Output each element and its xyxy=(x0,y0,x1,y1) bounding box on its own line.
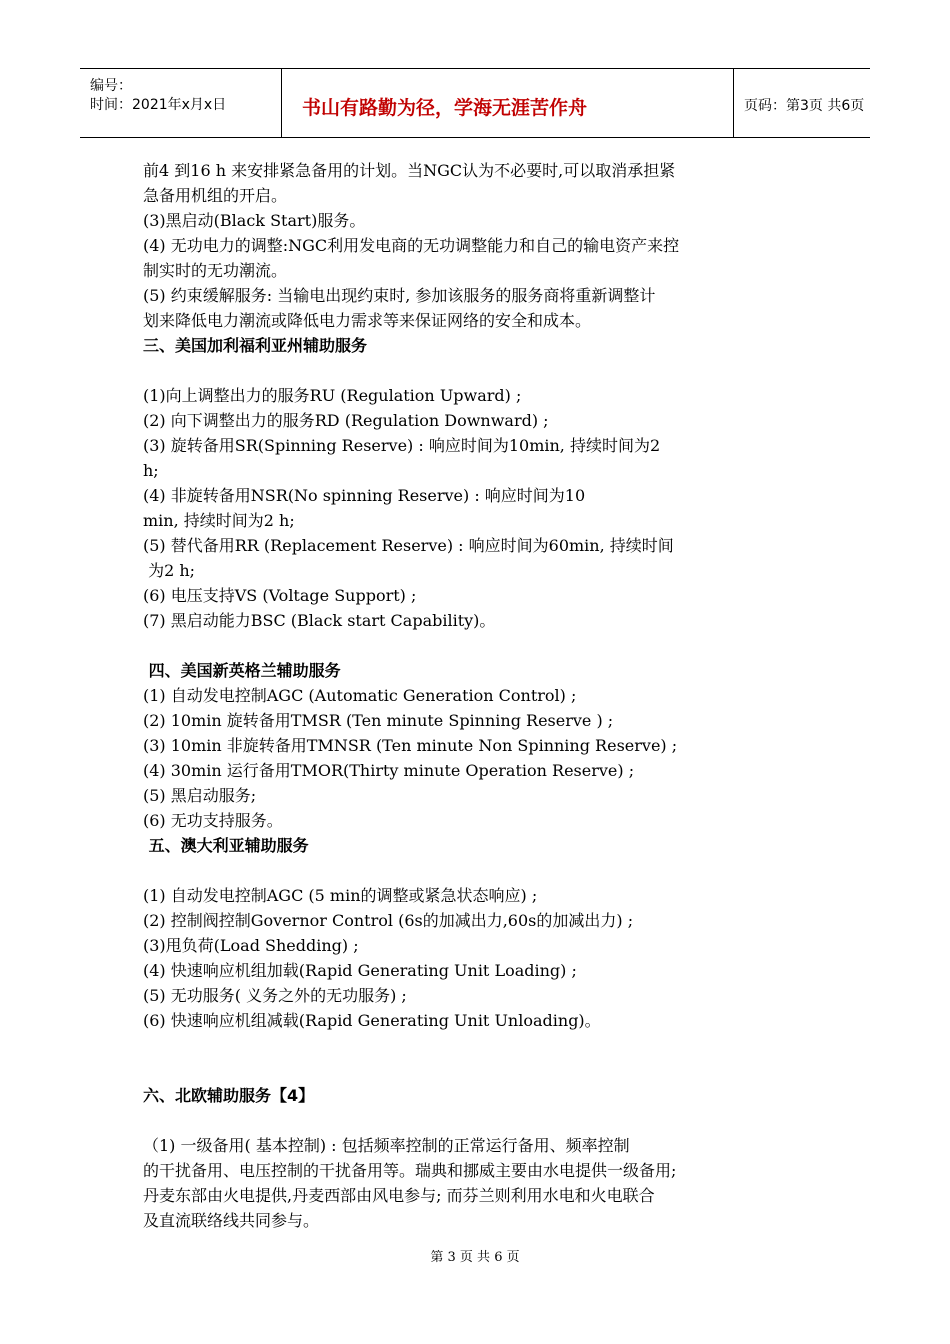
body-text-line: （1) 一级备用( 基本控制) : 包括频率控制的正常运行备用、频率控制 xyxy=(143,1136,630,1155)
section-heading: 四、美国新英格兰辅助服务 xyxy=(143,661,341,680)
document-number-label: 编号： xyxy=(90,78,132,94)
blank-line xyxy=(143,858,833,883)
body-text-line: (2) 10min 旋转备用TMSR (Ten minute Spinning Reserve ) ; xyxy=(143,711,614,730)
body-text-line: 丹麦东部由火电提供,丹麦西部由风电参与; 而芬兰则利用水电和火电联合 xyxy=(143,1186,655,1205)
body-text-line: (3) 旋转备用SR(Spinning Reserve) : 响应时间为10min, 持续时间为2 xyxy=(143,436,661,455)
body-text-line: (4) 快速响应机组加载(Rapid Generating Unit Loading) ; xyxy=(143,961,577,980)
body-text-line: (1) 自动发电控制AGC (5 min的调整或紧急状态响应) ; xyxy=(143,886,538,905)
section-heading: 五、澳大利亚辅助服务 xyxy=(143,836,309,855)
body-text-line: (5) 约束缓解服务: 当输电出现约束时, 参加该服务的服务商将重新调整计 xyxy=(143,286,656,305)
blank-line xyxy=(143,1108,833,1133)
blank-line xyxy=(143,1058,833,1083)
section-heading: 六、北欧辅助服务【4】 xyxy=(143,1086,315,1105)
body-text-line: (6) 快速响应机组减载(Rapid Generating Unit Unloading)。 xyxy=(143,1011,601,1030)
body-text-line: (2) 向下调整出力的服务RD (Regulation Downward) ; xyxy=(143,411,549,430)
document-time-label: 时间：2021年x月x日 xyxy=(90,97,227,113)
header-page-label: 页码：第3页 共6页 xyxy=(744,98,865,114)
body-text-line: (1)向上调整出力的服务RU (Regulation Upward) ; xyxy=(143,386,522,405)
body-text-line: (5) 无功服务( 义务之外的无功服务) ; xyxy=(143,986,407,1005)
page-header xyxy=(80,68,870,138)
body-text-line: (3)甩负荷(Load Shedding) ; xyxy=(143,936,359,955)
body-text-line: min, 持续时间为2 h; xyxy=(143,511,295,530)
header-meta-cell xyxy=(80,69,282,137)
body-text-line: 及直流联络线共同参与。 xyxy=(143,1211,320,1230)
blank-line xyxy=(143,1033,833,1058)
body-text-line: (4) 无功电力的调整:NGC利用发电商的无功调整能力和自己的输电资产来控 xyxy=(143,236,680,255)
body-text-line: 的干扰备用、电压控制的干扰备用等。瑞典和挪威主要由水电提供一级备用; xyxy=(143,1161,677,1180)
blank-line xyxy=(143,358,833,383)
header-motto: 书山有路勤为径，学海无涯苦作舟 xyxy=(302,97,588,119)
body-text-line: (6) 无功支持服务。 xyxy=(143,811,283,830)
page-footer: 第 3 页 共 6 页 xyxy=(430,1250,520,1265)
body-text-line: (3)黑启动(Black Start)服务。 xyxy=(143,211,366,230)
body-text-line: (3) 10min 非旋转备用TMNSR (Ten minute Non Spinning Reserve) ; xyxy=(143,736,678,755)
body-text-line: (4) 非旋转备用NSR(No spinning Reserve) : 响应时间为10 xyxy=(143,486,586,505)
document-body xyxy=(143,158,833,1233)
body-text-line: 前4 到16 h 来安排紧急备用的计划。当NGC认为不必要时,可以取消承担紧 xyxy=(143,161,676,180)
body-text-line: (2) 控制阀控制Governor Control (6s的加减出力,60s的加减出力) ; xyxy=(143,911,634,930)
body-text-line: 为2 h; xyxy=(143,561,196,580)
body-text-line: 划来降低电力潮流或降低电力需求等来保证网络的安全和成本。 xyxy=(143,311,592,330)
body-text-line: 制实时的无功潮流。 xyxy=(143,261,288,280)
body-text-line: h; xyxy=(143,461,159,480)
body-text-line: (4) 30min 运行备用TMOR(Thirty minute Operation Reserve) ; xyxy=(143,761,635,780)
body-text-line: (5) 替代备用RR (Replacement Reserve) : 响应时间为60min, 持续时间 xyxy=(143,536,674,555)
body-text-line: (7) 黑启动能力BSC (Black start Capability)。 xyxy=(143,611,496,630)
body-text-line: (1) 自动发电控制AGC (Automatic Generation Control) ; xyxy=(143,686,577,705)
section-heading: 三、美国加利福利亚州辅助服务 xyxy=(143,336,368,355)
header-motto-cell xyxy=(282,69,734,137)
body-text-line: (6) 电压支持VS (Voltage Support) ; xyxy=(143,586,417,605)
body-text-line: (5) 黑启动服务; xyxy=(143,786,257,805)
body-text-line: 急备用机组的开启。 xyxy=(143,186,288,205)
header-page-cell xyxy=(734,69,870,137)
blank-line xyxy=(143,633,833,658)
